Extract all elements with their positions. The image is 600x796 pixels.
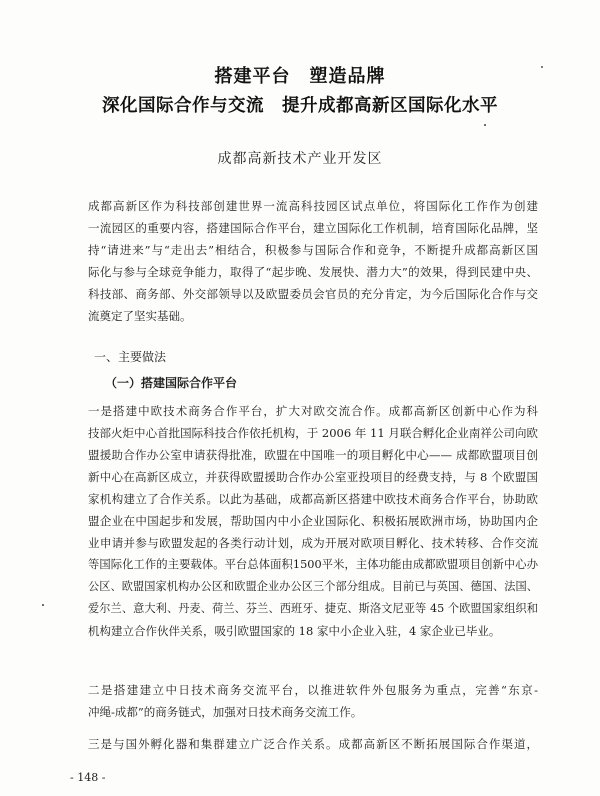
text-line: 盟援助合作办公室申请获得批准，欧盟在中国唯一的项目孵化中心—— 成都欧盟项目创 xyxy=(88,448,538,462)
item-1-paragraph xyxy=(88,400,538,642)
text-line: 际化与参与全球竞争能力，取得了“起步晚、发展快、潜力大”的效果，得到民建中央、 xyxy=(88,265,538,279)
scan-speck xyxy=(541,66,543,68)
text-line: 技部火炬中心首批国际科技合作依托机构，于 2006 年 11 月联合孵化企业南祥公司向欧 xyxy=(88,426,538,440)
subsection-heading: （一）搭建国际合作平台 xyxy=(105,376,238,390)
text-line: 一流园区的重要内容，搭建国际合作平台，建立国际化工作机制，培育国际化品牌，坚 xyxy=(88,221,538,235)
scan-speck xyxy=(484,124,486,126)
item-3-paragraph xyxy=(88,733,538,755)
text-line: 持“请进来”与“走出去”相结合，积极参与国际合作和竞争，不断提升成都高新区国 xyxy=(88,243,538,257)
text-line: 业申请并参与欧盟发起的各类行动计划，成为开展对欧项目孵化、技术转移、合作交流 xyxy=(88,536,538,550)
text-line: 一是搭建中欧技术商务合作平台，扩大对欧交流合作。成都高新区创新中心作为科 xyxy=(88,404,538,418)
author-organization: 成都高新技术产业开发区 xyxy=(217,151,383,167)
intro-paragraph xyxy=(88,195,538,327)
text-line: 公区、欧盟国家机构办公区和欧盟企业办公区三个部分组成。目前已与英国、德国、法国、 xyxy=(88,580,538,593)
page-number: - 148 - xyxy=(70,771,106,784)
text-line: 家机构建立了合作关系。以此为基础，成都高新区搭建中欧技术商务合作平台，协助欧 xyxy=(88,492,538,506)
text-line: 爱尔兰、意大利、丹麦、荷兰、芬兰、西班牙、捷克、斯洛文尼亚等 45 个欧盟国家组织和 xyxy=(88,602,538,615)
text-line: 等国际化工作的主要载体。平台总体面积1500平米，主体功能由成都欧盟项目创新中心办 xyxy=(88,558,538,571)
text-line: 二是搭建建立中日技术商务交流平台，以推进软件外包服务为重点，完善“东京- xyxy=(88,683,538,697)
title-line-2: 深化国际合作与交流 提升成都高新区国际化水平 xyxy=(102,96,498,116)
text-line: 流奠定了坚实基础。 xyxy=(88,309,192,323)
scan-speck xyxy=(42,604,44,606)
item-2-paragraph xyxy=(88,679,538,723)
text-line: 冲绳-成都”的商务链式，加强对日技术商务交流工作。 xyxy=(88,705,363,719)
text-line: 科技部、商务部、外交部领导以及欧盟委员会官员的充分肯定，为今后国际化合作与交 xyxy=(88,287,538,301)
text-line: 三是与国外孵化器和集群建立广泛合作关系。成都高新区不断拓展国际合作渠道， xyxy=(88,737,538,751)
text-line: 机构建立合作伙伴关系，吸引欧盟国家的 18 家中小企业入驻，4 家企业已毕业。 xyxy=(88,624,501,638)
section-heading: 一、主要做法 xyxy=(94,350,167,364)
text-line: 新中心在高新区成立，并获得欧盟援助合作办公室亚投项目的经费支持，与 8 个欧盟国 xyxy=(88,470,538,484)
title-line-1: 搭建平台 塑造品牌 xyxy=(214,66,386,87)
text-line: 成都高新区作为科技部创建世界一流高科技园区试点单位，将国际化工作作为创建 xyxy=(88,199,538,213)
text-line: 盟企业在中国起步和发展，帮助国内中小企业国际化、积极拓展欧洲市场，协助国内企 xyxy=(88,514,538,528)
